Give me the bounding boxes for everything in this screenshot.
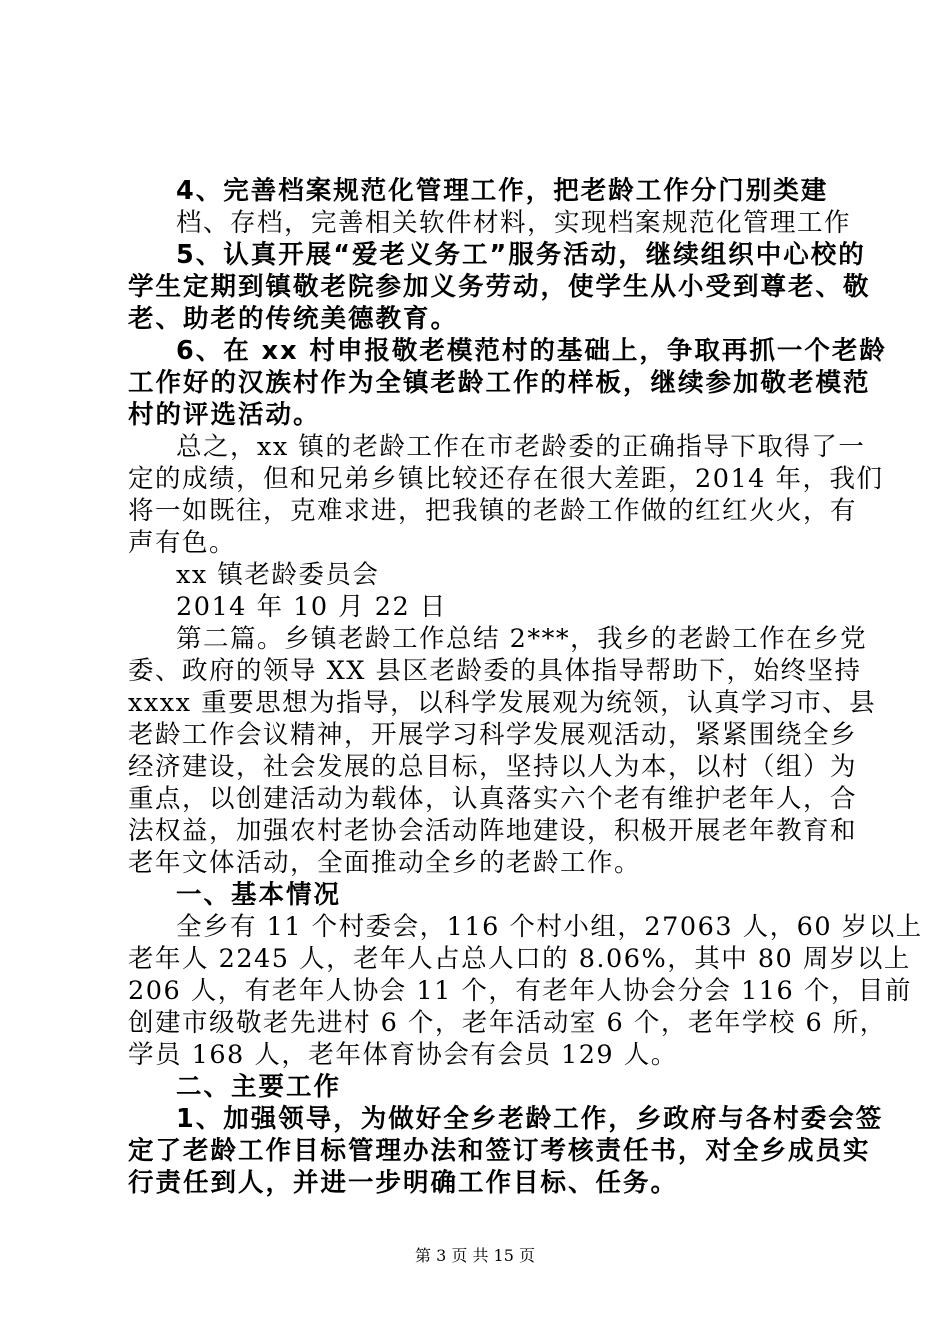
text-line-20: 重点，以创建活动为载体，认真落实六个老有维护老年人，合 (128, 784, 858, 814)
text-line-32: 行责任到人，并进一步明确工作目标、任务。 (128, 1168, 679, 1198)
signature-date: 2014 年 10 月 22 日 (176, 592, 447, 622)
text-line-18: 老龄工作会议精神，开展学习科学发展观活动，紧紧围绕全乡 (128, 720, 858, 750)
text-line-21: 法权益，加强农村老协会活动阵地建设，积极开展老年教育和 (128, 816, 858, 846)
text-line-24: 全乡有 11 个村委会，116 个村小组，27063 人，60 岁以上 (176, 912, 923, 942)
text-line-1: 4、完善档案规范化管理工作，把老龄工作分门别类建 (176, 176, 829, 206)
text-line-4: 学生定期到镇敬老院参加义务劳动，使学生从小受到尊老、敬 (128, 272, 871, 302)
text-line-31: 定了老龄工作目标管理办法和签订考核责任书，对全乡成员实 (128, 1136, 871, 1166)
text-line-11: 将一如既往，克难求进，把我镇的老龄工作做的红红火火，有 (128, 496, 858, 526)
text-line-3: 5、认真开展“爱老义务工”服务活动，继续组织中心校的 (176, 240, 866, 270)
text-line-10: 定的成绩，但和兄弟乡镇比较还存在很大差距，2014 年，我们 (128, 464, 884, 494)
text-line-9: 总之，xx 镇的老龄工作在市老龄委的正确指导下取得了一 (176, 432, 866, 462)
text-line-15: 第二篇。乡镇老龄工作总结 2***，我乡的老龄工作在乡党 (176, 624, 868, 654)
signature-org: xx 镇老龄委员会 (176, 560, 380, 590)
text-line-26: 206 人，有老年人协会 11 个，有老年人协会分会 116 个，目前 (128, 976, 912, 1006)
text-line-22: 老年文体活动，全面推动全乡的老龄工作。 (128, 848, 642, 878)
section-heading-basic: 一、基本情况 (176, 880, 342, 910)
text-line-2: 档、存档，完善相关软件材料，实现档案规范化管理工作 (176, 208, 852, 238)
text-line-12: 声有色。 (128, 528, 237, 558)
text-line-28: 学员 168 人，老年体育协会有会员 129 人。 (128, 1040, 678, 1070)
text-line-25: 老年人 2245 人，老年人占总人口的 8.06%，其中 80 周岁以上 (128, 944, 911, 974)
section-heading-main: 二、主要工作 (176, 1072, 342, 1102)
page-footer: 第 3 页 共 15 页 (415, 1246, 535, 1265)
text-line-17: xxxx 重要思想为指导，以科学发展观为统领，认真学习市、县 (128, 688, 877, 718)
text-line-8: 村的评选活动。 (128, 400, 321, 430)
text-line-6: 6、在 xx 村申报敬老模范村的基础上，争取再抓一个老龄 (176, 336, 887, 366)
text-line-16: 委、政府的领导 XX 县区老龄委的具体指导帮助下，始终坚持 (128, 656, 862, 686)
text-line-5: 老、助老的传统美德教育。 (128, 304, 459, 334)
text-line-30: 1、加强领导，为做好全乡老龄工作，乡政府与各村委会签 (176, 1104, 884, 1134)
text-line-19: 经济建设，社会发展的总目标，坚持以人为本，以村（组）为 (128, 752, 858, 782)
text-line-27: 创建市级敬老先进村 6 个，老年活动室 6 个，老年学校 6 所， (128, 1008, 887, 1038)
text-line-7: 工作好的汉族村作为全镇老龄工作的样板，继续参加敬老模范 (128, 368, 871, 398)
